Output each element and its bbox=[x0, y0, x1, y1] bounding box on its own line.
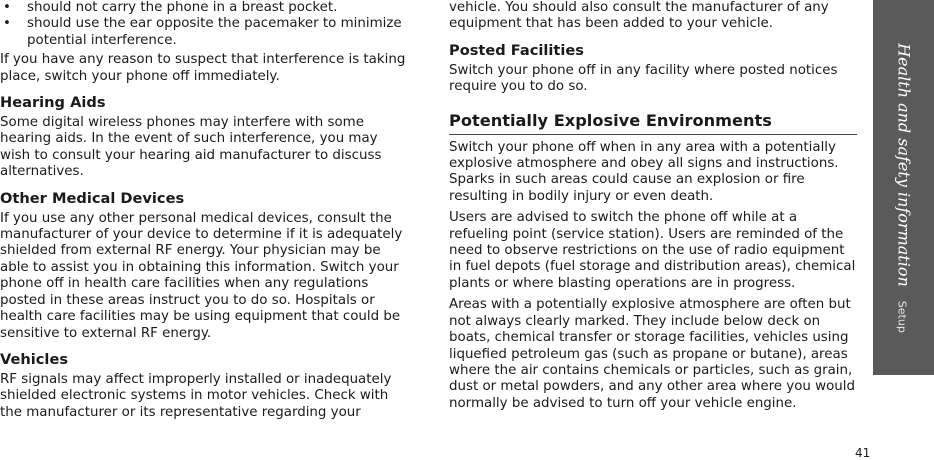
page-number: 41 bbox=[855, 446, 871, 460]
right-column bbox=[449, 0, 857, 417]
medical-devices-text: If you use any other personal medical devices, consult the manufacturer of your device to determine if it is adequately shielded from external RF energy. Your physician may be able to assist you in obtaining this information. Switch your phone off in health care facilities when any regulations posted in these areas instruct you to do so. Hospitals or health care facilities may be using equipment that could be sensitive to external RF energy. bbox=[0, 210, 403, 341]
section-rule bbox=[449, 111, 857, 135]
explosive-paragraph-1: Switch your phone off when in any area with a potentially explosive atmosphere and obey all signs and instructions. Sparks in such areas could cause an explosion or fire resulting in bodily injury or even death. bbox=[449, 139, 839, 204]
pacemaker-bullet-list bbox=[0, 0, 408, 49]
posted-facilities-text: Switch your phone off in any facility where posted notices require you to do so. bbox=[449, 62, 838, 95]
side-tab-title: Health and safety information bbox=[894, 42, 913, 287]
explosive-paragraph-2: Users are advised to switch the phone off while at a refueling point (service station). Users are reminded of the need to observe restrictions on the use of radio equipment in fuel depots (fuel storage and distribution areas), chemical plants or where blasting operations are in progress. bbox=[449, 210, 856, 291]
hearing-aids-text: Some digital wireless phones may interfere with some hearing aids. In the event of such interference, you may wish to consult your hearing aid manufacturer to discuss alternatives. bbox=[0, 115, 382, 180]
explosive-environments-heading: Potentially Explosive Environments bbox=[449, 110, 772, 130]
vehicles-text-continued: vehicle. You should also consult the manufacturer of any equipment that has been added to your vehicle. bbox=[449, 0, 829, 32]
section-side-tab bbox=[873, 0, 934, 375]
interference-paragraph: If you have any reason to suspect that interference is taking place, switch your phone off immediately. bbox=[0, 52, 406, 84]
left-column bbox=[0, 0, 408, 426]
explosive-paragraph-3: Areas with a potentially explosive atmosphere are often but not always clearly marked. They include below deck on boats, chemical transfer or storage facilities, vehicles using liquefied petroleum gas (such as propane or butane), areas where the air contains chemicals or particles, such as grain, dust or metal powders, and any other area where you would normally be advised to turn off your vehicle engine. bbox=[449, 297, 855, 411]
bullet-item bbox=[0, 16, 408, 49]
vehicles-text: RF signals may affect improperly installed or inadequately shielded electronic systems in motor vehicles. Check with the manufacturer or its representative regarding your bbox=[0, 371, 392, 420]
bullet-text: should use the ear opposite the pacemaker to minimize potential interference. bbox=[27, 16, 402, 48]
medical-devices-heading: Other Medical Devices bbox=[0, 189, 185, 207]
bullet-text: should not carry the phone in a breast pocket. bbox=[27, 0, 338, 15]
side-tab-subtitle: Setup bbox=[895, 300, 908, 333]
bullet-icon: • bbox=[3, 0, 11, 15]
hearing-aids-heading: Hearing Aids bbox=[0, 94, 106, 112]
bullet-item bbox=[0, 0, 408, 16]
bullet-icon: • bbox=[3, 16, 11, 32]
posted-facilities-heading: Posted Facilities bbox=[449, 41, 584, 59]
side-tab-text bbox=[894, 43, 913, 333]
vehicles-heading: Vehicles bbox=[0, 350, 69, 368]
